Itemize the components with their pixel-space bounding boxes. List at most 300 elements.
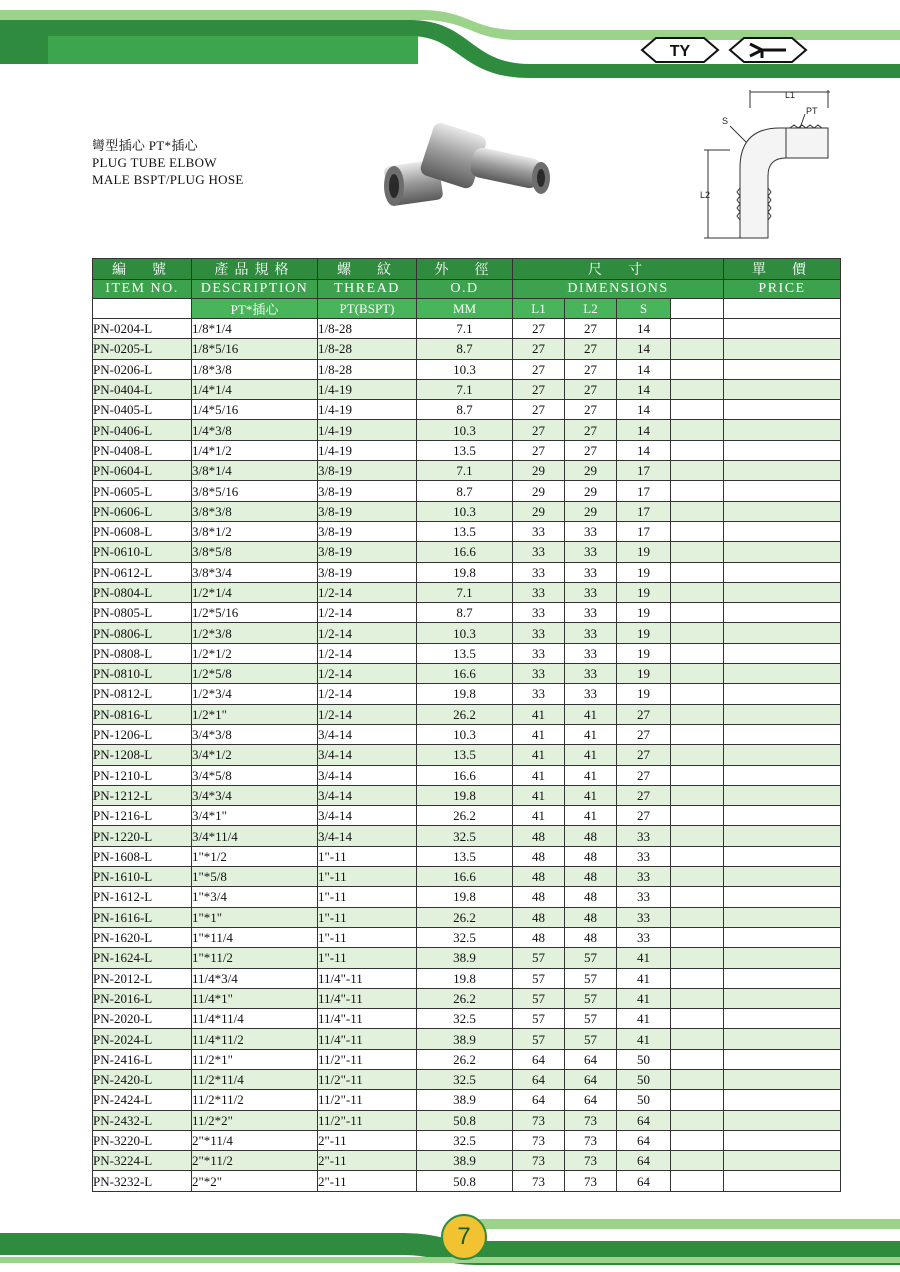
l2-cell: 33: [565, 603, 617, 623]
l2-cell: 27: [565, 339, 617, 359]
l1-cell: 64: [513, 1049, 565, 1069]
description-cell: 1/4*1/4: [192, 379, 318, 399]
blank-cell: [671, 1130, 724, 1150]
item-no-cell: PN-2016-L: [93, 988, 192, 1008]
header-item-no: ITEM NO.: [93, 280, 192, 299]
s-cell: 50: [617, 1069, 671, 1089]
item-no-cell: PN-1212-L: [93, 785, 192, 805]
l1-cell: 64: [513, 1090, 565, 1110]
description-cell: 11/2*11/4: [192, 1069, 318, 1089]
l1-cell: 33: [513, 603, 565, 623]
price-cell: [724, 400, 841, 420]
blank-cell: [671, 927, 724, 947]
blank-cell: [671, 704, 724, 724]
s-cell: 14: [617, 359, 671, 379]
header-od: O.D: [417, 280, 513, 299]
blank-cell: [671, 846, 724, 866]
table-row: [93, 521, 841, 541]
thread-cell: 3/4-14: [318, 765, 417, 785]
s-cell: 14: [617, 379, 671, 399]
price-cell: [724, 339, 841, 359]
thread-cell: 3/8-19: [318, 501, 417, 521]
l1-cell: 73: [513, 1171, 565, 1191]
l1-cell: 41: [513, 765, 565, 785]
price-cell: [724, 867, 841, 887]
l2-cell: 29: [565, 501, 617, 521]
item-no-cell: PN-2432-L: [93, 1110, 192, 1130]
blank-cell: [671, 988, 724, 1008]
thread-cell: 2"-11: [318, 1151, 417, 1171]
subheader-description: PT*插心: [192, 299, 318, 319]
subheader-blank-price: [724, 299, 841, 319]
od-cell: 10.3: [417, 501, 513, 521]
description-cell: 11/2*2": [192, 1110, 318, 1130]
od-cell: 8.7: [417, 603, 513, 623]
thread-cell: 1/8-28: [318, 339, 417, 359]
thread-cell: 3/8-19: [318, 481, 417, 501]
s-cell: 17: [617, 501, 671, 521]
od-cell: 10.3: [417, 623, 513, 643]
table-row: [93, 1049, 841, 1069]
description-cell: 3/4*11/4: [192, 826, 318, 846]
thread-cell: 3/8-19: [318, 562, 417, 582]
l1-cell: 48: [513, 907, 565, 927]
description-cell: 3/8*1/4: [192, 461, 318, 481]
thread-cell: 11/4"-11: [318, 1009, 417, 1029]
s-cell: 19: [617, 623, 671, 643]
s-cell: 14: [617, 400, 671, 420]
blank-cell: [671, 623, 724, 643]
s-cell: 19: [617, 582, 671, 602]
od-cell: 38.9: [417, 1029, 513, 1049]
od-cell: 19.8: [417, 785, 513, 805]
description-cell: 1"*1/2: [192, 846, 318, 866]
od-cell: 26.2: [417, 988, 513, 1008]
table-row: [93, 1110, 841, 1130]
table-row: [93, 582, 841, 602]
s-cell: 17: [617, 481, 671, 501]
item-no-cell: PN-3220-L: [93, 1130, 192, 1150]
s-cell: 19: [617, 643, 671, 663]
product-title-en-2: MALE BSPT/PLUG HOSE: [92, 172, 244, 187]
l2-cell: 33: [565, 623, 617, 643]
s-cell: 41: [617, 968, 671, 988]
table-row: [93, 968, 841, 988]
od-cell: 8.7: [417, 400, 513, 420]
description-cell: 1/4*5/16: [192, 400, 318, 420]
l1-cell: 48: [513, 887, 565, 907]
item-no-cell: PN-0810-L: [93, 664, 192, 684]
price-cell: [724, 664, 841, 684]
l1-cell: 41: [513, 745, 565, 765]
item-no-cell: PN-0612-L: [93, 562, 192, 582]
table-row: [93, 704, 841, 724]
item-no-cell: PN-1610-L: [93, 867, 192, 887]
price-cell: [724, 887, 841, 907]
l2-cell: 33: [565, 643, 617, 663]
table-row: [93, 440, 841, 460]
s-cell: 41: [617, 948, 671, 968]
price-cell: [724, 420, 841, 440]
l1-cell: 73: [513, 1130, 565, 1150]
thread-cell: 1/4-19: [318, 440, 417, 460]
blank-cell: [671, 684, 724, 704]
l2-cell: 73: [565, 1151, 617, 1171]
l2-cell: 29: [565, 461, 617, 481]
l2-cell: 41: [565, 724, 617, 744]
header-item-no-cn: 編 號: [93, 259, 192, 280]
description-cell: 1/2*5/8: [192, 664, 318, 684]
price-cell: [724, 704, 841, 724]
blank-cell: [671, 887, 724, 907]
price-cell: [724, 1069, 841, 1089]
thread-cell: 1/2-14: [318, 643, 417, 663]
thread-cell: 1"-11: [318, 867, 417, 887]
l1-cell: 57: [513, 988, 565, 1008]
blank-cell: [671, 826, 724, 846]
table-body: [93, 319, 841, 1192]
item-no-cell: PN-2024-L: [93, 1029, 192, 1049]
od-cell: 38.9: [417, 948, 513, 968]
price-cell: [724, 745, 841, 765]
l1-cell: 57: [513, 948, 565, 968]
s-cell: 14: [617, 440, 671, 460]
table-row: [93, 785, 841, 805]
l1-cell: 29: [513, 501, 565, 521]
item-no-cell: PN-1220-L: [93, 826, 192, 846]
l1-cell: 29: [513, 461, 565, 481]
l1-cell: 33: [513, 623, 565, 643]
s-cell: 64: [617, 1171, 671, 1191]
description-cell: 1/8*1/4: [192, 319, 318, 339]
description-cell: 11/4*11/2: [192, 1029, 318, 1049]
od-cell: 10.3: [417, 359, 513, 379]
table-row: [93, 1171, 841, 1191]
s-cell: 19: [617, 603, 671, 623]
od-cell: 8.7: [417, 339, 513, 359]
s-cell: 27: [617, 724, 671, 744]
blank-cell: [671, 1049, 724, 1069]
blank-cell: [671, 907, 724, 927]
blank-cell: [671, 745, 724, 765]
price-cell: [724, 1029, 841, 1049]
od-cell: 16.6: [417, 664, 513, 684]
dimension-diagram: [700, 88, 830, 248]
blank-cell: [671, 319, 724, 339]
blank-cell: [671, 1009, 724, 1029]
item-no-cell: PN-2416-L: [93, 1049, 192, 1069]
table-row: [93, 948, 841, 968]
table-row: [93, 1029, 841, 1049]
l2-cell: 57: [565, 948, 617, 968]
thread-cell: 1/2-14: [318, 684, 417, 704]
od-cell: 38.9: [417, 1090, 513, 1110]
blank-cell: [671, 1069, 724, 1089]
blank-cell: [671, 461, 724, 481]
description-cell: 3/4*1/2: [192, 745, 318, 765]
table-row: [93, 481, 841, 501]
description-cell: 3/8*3/4: [192, 562, 318, 582]
l2-cell: 48: [565, 927, 617, 947]
l1-cell: 48: [513, 826, 565, 846]
l1-cell: 33: [513, 684, 565, 704]
price-cell: [724, 927, 841, 947]
diagram-label-s: S: [722, 116, 729, 126]
y-logo-icon: [728, 36, 808, 64]
s-cell: 64: [617, 1151, 671, 1171]
l1-cell: 41: [513, 704, 565, 724]
od-cell: 50.8: [417, 1171, 513, 1191]
l1-cell: 33: [513, 582, 565, 602]
l1-cell: 27: [513, 359, 565, 379]
description-cell: 1"*11/2: [192, 948, 318, 968]
description-cell: 1"*5/8: [192, 867, 318, 887]
price-cell: [724, 562, 841, 582]
item-no-cell: PN-1620-L: [93, 927, 192, 947]
item-no-cell: PN-0604-L: [93, 461, 192, 481]
item-no-cell: PN-0816-L: [93, 704, 192, 724]
price-cell: [724, 765, 841, 785]
price-cell: [724, 440, 841, 460]
thread-cell: 1/2-14: [318, 582, 417, 602]
header-description-cn: 產品規格: [192, 259, 318, 280]
price-cell: [724, 684, 841, 704]
price-cell: [724, 582, 841, 602]
blank-cell: [671, 806, 724, 826]
s-cell: 27: [617, 745, 671, 765]
blank-cell: [671, 339, 724, 359]
price-cell: [724, 988, 841, 1008]
item-no-cell: PN-0205-L: [93, 339, 192, 359]
l2-cell: 57: [565, 988, 617, 1008]
thread-cell: 1/8-28: [318, 359, 417, 379]
price-cell: [724, 1151, 841, 1171]
l1-cell: 33: [513, 643, 565, 663]
blank-cell: [671, 440, 724, 460]
s-cell: 41: [617, 1029, 671, 1049]
description-cell: 1/2*5/16: [192, 603, 318, 623]
table-row: [93, 826, 841, 846]
price-cell: [724, 846, 841, 866]
blank-cell: [671, 664, 724, 684]
header-od-cn: 外 徑: [417, 259, 513, 280]
od-cell: 7.1: [417, 461, 513, 481]
description-cell: 2"*11/4: [192, 1130, 318, 1150]
od-cell: 19.8: [417, 887, 513, 907]
diagram-label-l2: L2: [700, 190, 711, 200]
table-row: [93, 461, 841, 481]
product-title-block: [92, 137, 244, 188]
subheader-l2: L2: [565, 299, 617, 319]
l2-cell: 27: [565, 420, 617, 440]
item-no-cell: PN-0204-L: [93, 319, 192, 339]
blank-cell: [671, 948, 724, 968]
od-cell: 7.1: [417, 379, 513, 399]
table-row: [93, 501, 841, 521]
item-no-cell: PN-1608-L: [93, 846, 192, 866]
thread-cell: 1"-11: [318, 948, 417, 968]
ty-logo: [640, 36, 720, 64]
s-cell: 33: [617, 887, 671, 907]
item-no-cell: PN-0405-L: [93, 400, 192, 420]
thread-cell: 1"-11: [318, 887, 417, 907]
blank-cell: [671, 1110, 724, 1130]
l1-cell: 48: [513, 846, 565, 866]
l2-cell: 73: [565, 1110, 617, 1130]
od-cell: 26.2: [417, 907, 513, 927]
page-number-badge: 7: [441, 1214, 487, 1260]
l2-cell: 48: [565, 846, 617, 866]
l2-cell: 33: [565, 684, 617, 704]
s-cell: 19: [617, 684, 671, 704]
item-no-cell: PN-1624-L: [93, 948, 192, 968]
od-cell: 13.5: [417, 745, 513, 765]
blank-cell: [671, 765, 724, 785]
od-cell: 19.8: [417, 968, 513, 988]
thread-cell: 11/4"-11: [318, 968, 417, 988]
item-no-cell: PN-1206-L: [93, 724, 192, 744]
description-cell: 1"*1": [192, 907, 318, 927]
item-no-cell: PN-0408-L: [93, 440, 192, 460]
description-cell: 3/8*3/8: [192, 501, 318, 521]
item-no-cell: PN-2424-L: [93, 1090, 192, 1110]
l2-cell: 48: [565, 887, 617, 907]
thread-cell: 1"-11: [318, 927, 417, 947]
item-no-cell: PN-3232-L: [93, 1171, 192, 1191]
s-cell: 17: [617, 521, 671, 541]
price-cell: [724, 359, 841, 379]
subheader-blank: [93, 299, 192, 319]
thread-cell: 1"-11: [318, 846, 417, 866]
description-cell: 3/8*5/16: [192, 481, 318, 501]
table-row: [93, 1090, 841, 1110]
od-cell: 7.1: [417, 582, 513, 602]
diagram-label-pt: PT: [806, 106, 818, 116]
header-description: DESCRIPTION: [192, 280, 318, 299]
thread-cell: 11/2"-11: [318, 1049, 417, 1069]
description-cell: 1/2*1/4: [192, 582, 318, 602]
blank-cell: [671, 562, 724, 582]
l2-cell: 73: [565, 1130, 617, 1150]
table-row: [93, 623, 841, 643]
description-cell: 3/8*5/8: [192, 542, 318, 562]
item-no-cell: PN-0808-L: [93, 643, 192, 663]
thread-cell: 11/2"-11: [318, 1110, 417, 1130]
l1-cell: 33: [513, 521, 565, 541]
item-no-cell: PN-0804-L: [93, 582, 192, 602]
table-row: [93, 724, 841, 744]
s-cell: 19: [617, 542, 671, 562]
l2-cell: 73: [565, 1171, 617, 1191]
item-no-cell: PN-1616-L: [93, 907, 192, 927]
product-title-en-1: PLUG TUBE ELBOW: [92, 155, 217, 170]
l1-cell: 27: [513, 319, 565, 339]
blank-cell: [671, 724, 724, 744]
table-row: [93, 359, 841, 379]
s-cell: 64: [617, 1110, 671, 1130]
header-dimensions: DIMENSIONS: [513, 280, 724, 299]
item-no-cell: PN-1208-L: [93, 745, 192, 765]
s-cell: 41: [617, 988, 671, 1008]
thread-cell: 2"-11: [318, 1130, 417, 1150]
s-cell: 27: [617, 704, 671, 724]
description-cell: 2"*11/2: [192, 1151, 318, 1171]
table-row: [93, 927, 841, 947]
l1-cell: 27: [513, 379, 565, 399]
l2-cell: 27: [565, 319, 617, 339]
thread-cell: 1/4-19: [318, 379, 417, 399]
thread-cell: 1/8-28: [318, 319, 417, 339]
s-cell: 41: [617, 1009, 671, 1029]
thread-cell: 1"-11: [318, 907, 417, 927]
description-cell: 2"*2": [192, 1171, 318, 1191]
od-cell: 13.5: [417, 846, 513, 866]
thread-cell: 1/2-14: [318, 704, 417, 724]
od-cell: 16.6: [417, 867, 513, 887]
table-row: [93, 643, 841, 663]
description-cell: 11/4*11/4: [192, 1009, 318, 1029]
table-row: [93, 603, 841, 623]
blank-cell: [671, 420, 724, 440]
l2-cell: 29: [565, 481, 617, 501]
item-no-cell: PN-0406-L: [93, 420, 192, 440]
subheader-blank-dim: [671, 299, 724, 319]
header-dimensions-cn: 尺 寸: [513, 259, 724, 280]
description-cell: 1/2*3/8: [192, 623, 318, 643]
l1-cell: 29: [513, 481, 565, 501]
l2-cell: 27: [565, 359, 617, 379]
table-row: [93, 765, 841, 785]
l1-cell: 27: [513, 400, 565, 420]
od-cell: 8.7: [417, 481, 513, 501]
price-cell: [724, 1049, 841, 1069]
thread-cell: 1/2-14: [318, 603, 417, 623]
l2-cell: 41: [565, 745, 617, 765]
l2-cell: 33: [565, 562, 617, 582]
item-no-cell: PN-3224-L: [93, 1151, 192, 1171]
diagram-label-l1: L1: [785, 90, 796, 100]
blank-cell: [671, 867, 724, 887]
price-cell: [724, 643, 841, 663]
l2-cell: 27: [565, 440, 617, 460]
thread-cell: 11/2"-11: [318, 1090, 417, 1110]
l2-cell: 33: [565, 521, 617, 541]
od-cell: 19.8: [417, 684, 513, 704]
description-cell: 1/2*1/2: [192, 643, 318, 663]
price-cell: [724, 724, 841, 744]
l1-cell: 27: [513, 339, 565, 359]
s-cell: 27: [617, 806, 671, 826]
subheader-thread: PT(BSPT): [318, 299, 417, 319]
l1-cell: 64: [513, 1069, 565, 1089]
price-cell: [724, 907, 841, 927]
s-cell: 33: [617, 846, 671, 866]
blank-cell: [671, 603, 724, 623]
thread-cell: 3/4-14: [318, 806, 417, 826]
od-cell: 7.1: [417, 319, 513, 339]
od-cell: 32.5: [417, 826, 513, 846]
l2-cell: 41: [565, 785, 617, 805]
l2-cell: 33: [565, 582, 617, 602]
table-row: [93, 1009, 841, 1029]
s-cell: 33: [617, 867, 671, 887]
price-cell: [724, 1110, 841, 1130]
blank-cell: [671, 582, 724, 602]
l1-cell: 27: [513, 420, 565, 440]
item-no-cell: PN-0812-L: [93, 684, 192, 704]
header-price-cn: 單 價: [724, 259, 841, 280]
table-row: [93, 846, 841, 866]
